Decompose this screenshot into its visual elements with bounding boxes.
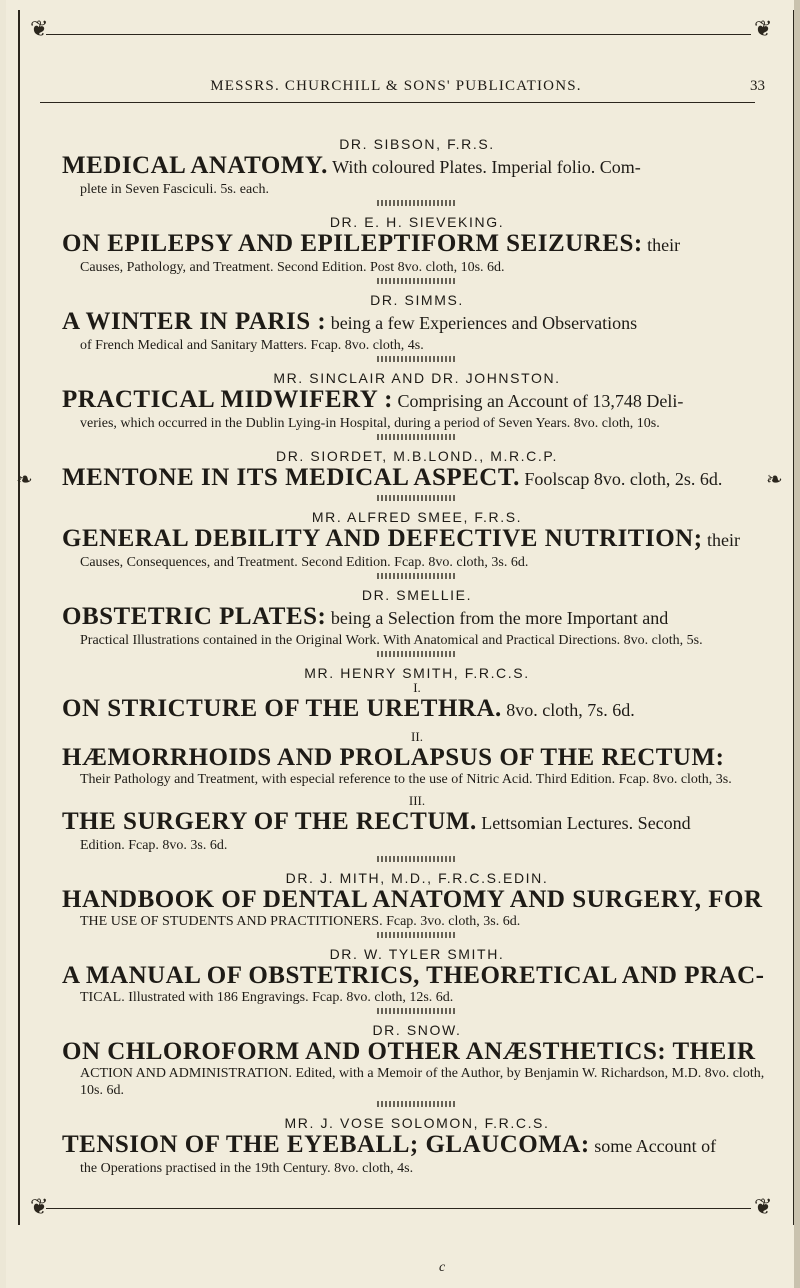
page-edge	[794, 0, 800, 1288]
author-line: DR. SIBSON, F.R.S.	[339, 136, 495, 152]
book-description: plete in Seven Fasciculi. 5s. each.	[80, 182, 269, 197]
publication-entry	[62, 946, 772, 1014]
volume-numeral: III.	[408, 793, 426, 808]
book-title-line	[62, 525, 772, 554]
publication-entry	[62, 370, 772, 440]
book-title-continuation: their	[642, 235, 681, 255]
book-title-line	[62, 744, 772, 771]
publication-entry	[62, 587, 772, 657]
book-title-continuation: Lettsomian Lectures. Second	[476, 813, 691, 833]
bottom-rule	[46, 1208, 751, 1209]
author-line: DR. W. TYLER SMITH.	[329, 946, 505, 962]
book-title-continuation: Comprising an Account of 13,748 Deli-	[392, 391, 684, 411]
corner-ornament-top-left: ❦	[30, 16, 49, 41]
author-line: DR. J. MITH, M.D., F.R.C.S.EDIN.	[285, 870, 549, 886]
book-title-line	[62, 695, 772, 724]
page-number: 33	[750, 78, 765, 94]
book-title-line	[62, 603, 772, 632]
book-title: HANDBOOK OF DENTAL ANATOMY AND SURGERY, FOR	[62, 886, 763, 913]
author-line: DR. SIMMS.	[370, 292, 464, 308]
author-line: MR. J. VOSE SOLOMON, F.R.C.S.	[284, 1115, 550, 1131]
author-line: MR. ALFRED SMEE, F.R.S.	[311, 509, 523, 525]
wavy-separator	[377, 434, 457, 440]
book-title-continuation: Foolscap 8vo. cloth, 2s. 6d.	[519, 469, 723, 489]
book-title: A WINTER IN PARIS :	[62, 308, 327, 335]
spacer	[62, 1177, 772, 1183]
book-title-line	[62, 464, 772, 493]
corner-ornament-bottom-right: ❦	[754, 1194, 773, 1219]
book-description: Practical Illustrations contained in the Original Work. With Anatomical and Practical Directions. 8vo. cloth, 5s.	[80, 633, 703, 648]
book-description: Causes, Consequences, and Treatment. Second Edition. Fcap. 8vo. cloth, 3s. 6d.	[80, 555, 529, 570]
publication-entry	[62, 665, 772, 730]
book-title: ON EPILEPSY AND EPILEPTIFORM SEIZURES:	[62, 230, 643, 257]
book-description: THE USE OF STUDENTS AND PRACTITIONERS. Fcap. 3vo. cloth, 3s. 6d.	[80, 914, 521, 929]
publication-entry	[62, 292, 772, 362]
signature-mark: c	[439, 1260, 446, 1275]
publication-entry	[62, 1115, 772, 1183]
volume-numeral: I.	[413, 680, 421, 695]
book-title: PRACTICAL MIDWIFERY :	[62, 386, 393, 413]
side-ornament-right: ❧	[766, 469, 783, 491]
wavy-separator	[377, 356, 457, 362]
author-line: MR. HENRY SMITH, F.R.C.S.	[304, 665, 530, 681]
book-title: OBSTETRIC PLATES:	[62, 603, 327, 630]
wavy-separator	[377, 856, 457, 862]
book-title-line	[62, 962, 772, 989]
book-title: GENERAL DEBILITY AND DEFECTIVE NUTRITION;	[62, 525, 703, 552]
publication-entry	[62, 214, 772, 284]
book-title-line	[62, 1131, 772, 1160]
book-title-line	[62, 886, 772, 913]
publication-entry	[62, 1022, 772, 1107]
book-title: MENTONE IN ITS MEDICAL ASPECT.	[62, 464, 520, 491]
author-line: DR. SIORDET, M.B.LOND., M.R.C.P.	[276, 448, 558, 464]
wavy-separator	[377, 573, 457, 579]
publication-entry	[62, 509, 772, 579]
book-title-line	[62, 230, 772, 259]
book-description: Edition. Fcap. 8vo. 3s. 6d.	[80, 838, 228, 853]
book-description: veries, which occurred in the Dublin Lying-in Hospital, during a period of Seven Years. 8vo. cloth, 10s.	[80, 416, 660, 431]
book-title: TENSION OF THE EYEBALL; GLAUCOMA:	[62, 1131, 590, 1158]
book-description: of French Medical and Sanitary Matters. Fcap. 8vo. cloth, 4s.	[80, 338, 424, 353]
publication-entry	[62, 448, 772, 501]
book-description: Their Pathology and Treatment, with especial reference to the use of Nitric Acid. Third Edition. Fcap. 8vo. cloth, 3s.	[80, 772, 732, 787]
wavy-separator	[377, 1008, 457, 1014]
book-title-line	[62, 308, 772, 337]
book-title: MEDICAL ANATOMY.	[62, 152, 328, 179]
publication-entry	[62, 136, 772, 206]
book-title: ON STRICTURE OF THE URETHRA.	[62, 695, 502, 722]
book-title: ON CHLOROFORM AND OTHER ANÆSTHETICS: THEIR	[62, 1038, 756, 1065]
book-description: TICAL. Illustrated with 186 Engravings. Fcap. 8vo. cloth, 12s. 6d.	[80, 990, 454, 1005]
volume-numeral: II.	[411, 729, 423, 744]
wavy-separator	[377, 200, 457, 206]
author-line: DR. SNOW.	[372, 1022, 462, 1038]
author-line: DR. SMELLIE.	[361, 587, 473, 603]
book-title-continuation: some Account of	[589, 1136, 717, 1156]
wavy-separator	[377, 1101, 457, 1107]
book-title-continuation: being a few Experiences and Observations	[326, 313, 638, 333]
author-line: MR. SINCLAIR AND DR. JOHNSTON.	[273, 370, 561, 386]
running-header: MESSRS. CHURCHILL & SONS' PUBLICATIONS.	[210, 78, 582, 94]
top-rule	[46, 34, 751, 35]
wavy-separator	[377, 278, 457, 284]
book-title-line	[62, 808, 772, 837]
book-title-continuation: 8vo. cloth, 7s. 6d.	[501, 700, 635, 720]
book-title-line	[62, 152, 772, 181]
book-title: A MANUAL OF OBSTETRICS, THEORETICAL AND PRAC-	[62, 962, 765, 989]
corner-ornament-bottom-left: ❦	[30, 1194, 49, 1219]
publication-entry	[62, 794, 772, 862]
publication-list	[62, 136, 772, 1183]
wavy-separator	[377, 932, 457, 938]
header-rule	[40, 102, 755, 103]
publication-entry	[62, 870, 772, 938]
book-title-line	[62, 1038, 772, 1065]
book-description: the Operations practised in the 19th Century. 8vo. cloth, 4s.	[80, 1161, 414, 1176]
book-title-continuation: their	[702, 530, 741, 550]
book-description: Causes, Pathology, and Treatment. Second Edition. Post 8vo. cloth, 10s. 6d.	[80, 260, 505, 275]
book-title-continuation: being a Selection from the more Important and	[326, 608, 669, 628]
book-title-line	[62, 386, 772, 415]
book-title-continuation: With coloured Plates. Imperial folio. Com-	[327, 157, 641, 177]
book-description: ACTION AND ADMINISTRATION. Edited, with a Memoir of the Author, by Benjamin W. Richardson, M.D. 8vo. cloth, 10s. 6d.	[80, 1066, 765, 1098]
corner-ornament-top-right: ❦	[754, 16, 773, 41]
publication-entry	[62, 730, 772, 794]
book-title: HÆMORRHOIDS AND PROLAPSUS OF THE RECTUM:	[62, 744, 725, 771]
page	[6, 0, 794, 1288]
wavy-separator	[377, 651, 457, 657]
book-title: THE SURGERY OF THE RECTUM.	[62, 808, 477, 835]
wavy-separator	[377, 495, 457, 501]
author-line: DR. E. H. SIEVEKING.	[329, 214, 505, 230]
side-ornament-left: ❧	[16, 469, 33, 491]
